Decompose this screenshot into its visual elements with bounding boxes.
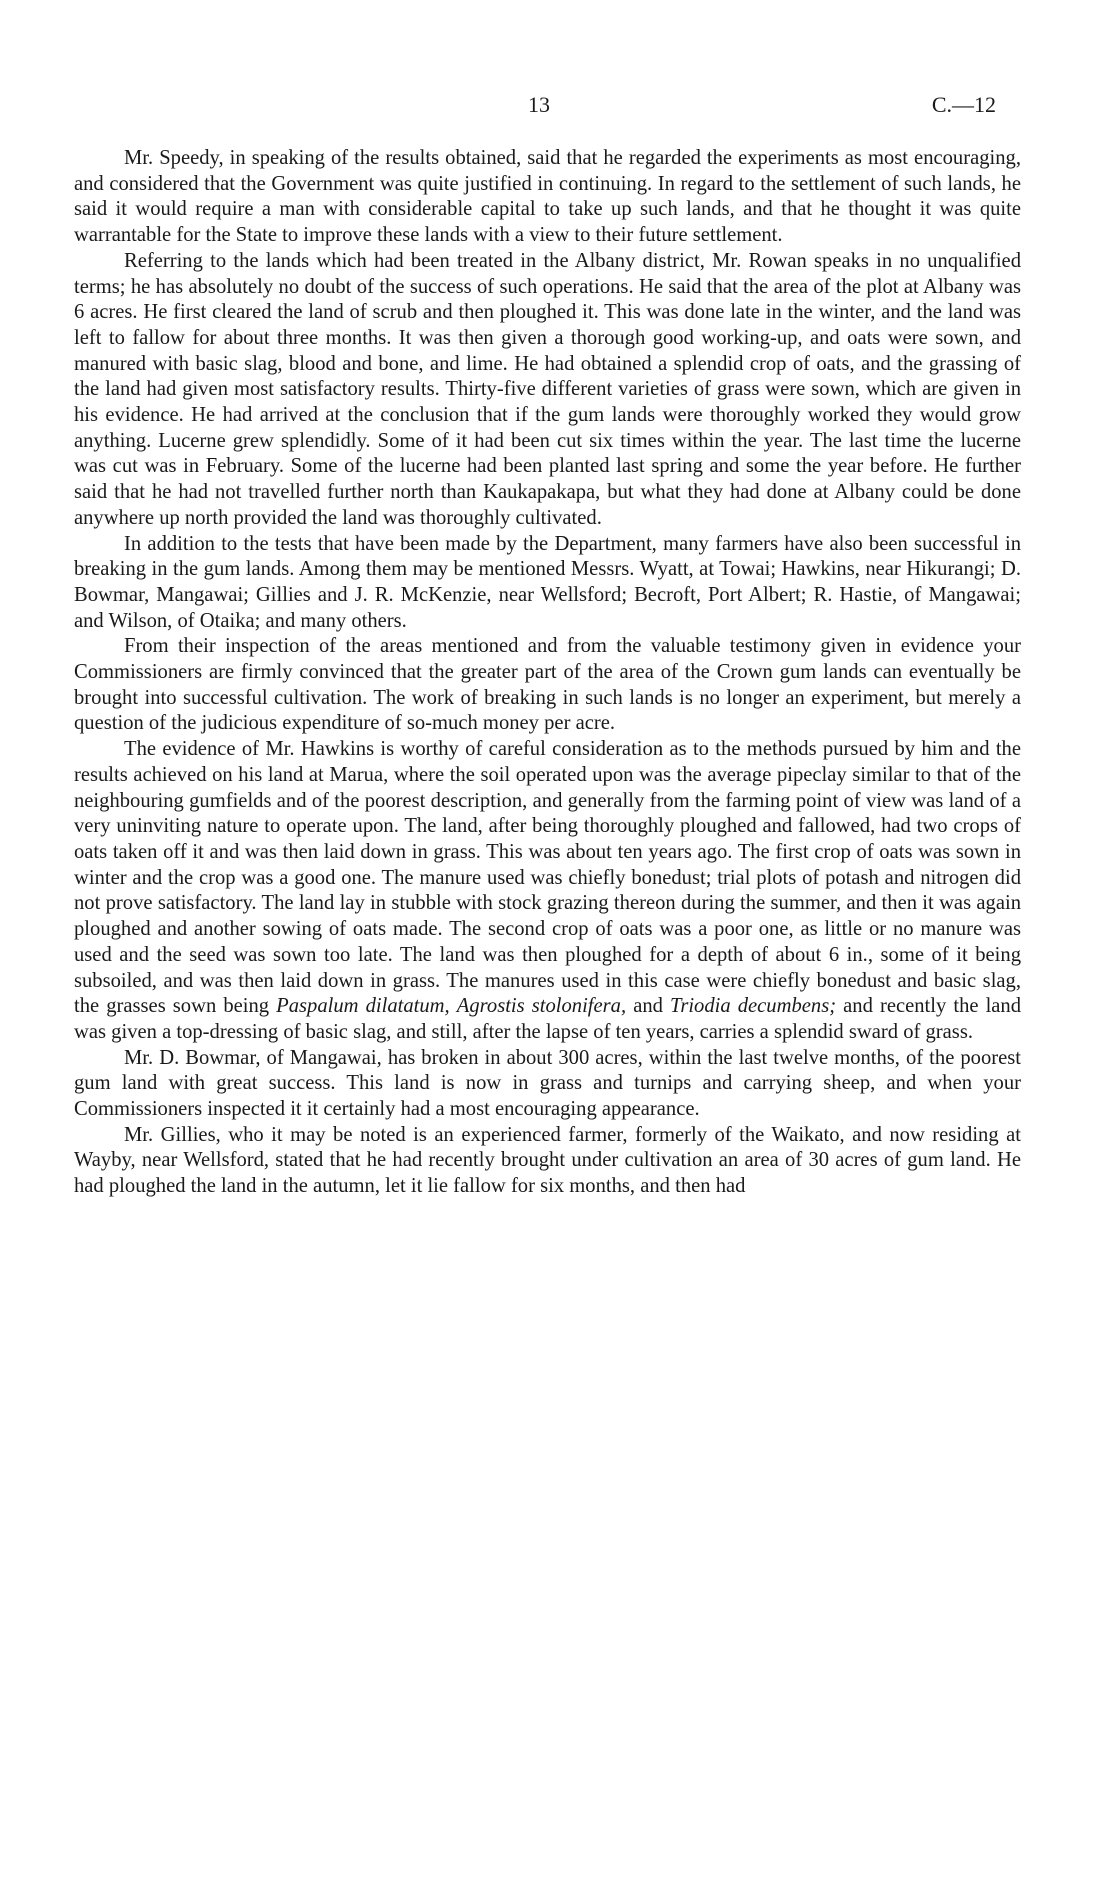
species-name: Paspalum dilatatum, bbox=[276, 995, 450, 1018]
species-name: Triodia decumbens; bbox=[670, 995, 837, 1018]
separator-text bbox=[450, 995, 457, 1017]
body-text bbox=[74, 146, 1021, 1200]
paragraph-text: Mr. Speedy, in speaking of the results obtained, said that he regarded the experiments as most encouraging, and considered that the Government was quite justified in continuing. In regard to the settlement of such lands, he said it would require a man with considerable capital to take up such lands, and that he thought it was quite warrantable for the State to improve these lands with a view to their future settlement. bbox=[74, 147, 1021, 247]
paragraph-bowmar bbox=[74, 1046, 1021, 1123]
paragraph-speedy bbox=[74, 146, 1021, 249]
paragraph-hawkins-evidence bbox=[74, 737, 1021, 1045]
paragraph-text: Mr. Gillies, who it may be noted is an experienced farmer, formerly of the Waikato, and now residing at Wayby, near Wellsford, stated that he had recently brought under cultivation an area of 30 acres of gum land. He had ploughed the land in the autumn, let it lie fallow for six months, and then had bbox=[74, 1123, 1021, 1198]
paragraph-text: In addition to the tests that have been made by the Department, many farmers have also been successful in breaking in the gum lands. Among them may be mentioned Messrs. Wyatt, at Towai; Hawkins, near Hikurangi; D. Bowmar, Mangawai; Gillies and J. R. McKenzie, near Wellsford; Becroft, Port Albert; R. Hastie, of Mangawai; and Wilson, of Otaika; and many others. bbox=[74, 532, 1021, 632]
paragraph-rowan-albany bbox=[74, 249, 1021, 532]
paragraph-text: From their inspection of the areas mentioned and from the valuable testimony given in evidence your Commissioners are firmly convinced that the greater part of the area of the Crown gum lands can eventually be brought into successful cultivation. The work of breaking in such lands is no longer an experiment, but merely a question of the judicious expenditure of so-much money per acre. bbox=[74, 635, 1021, 735]
page-number: 13 bbox=[528, 92, 550, 117]
separator-text: and bbox=[626, 995, 670, 1018]
paragraph-gillies bbox=[74, 1123, 1021, 1200]
paragraph-commissioners-conclusion bbox=[74, 634, 1021, 737]
paragraph-text: The evidence of Mr. Hawkins is worthy of careful consideration as to the methods pursued by him and the results achieved on his land at Marua, where the soil operated upon was the average pipeclay similar to that of the neighbouring gumfields and of the poorest description, and generally from the farming point of view was land of a very uninviting nature to operate upon. The land, after being thoroughly ploughed and fallowed, had two crops of oats taken off it and was then laid down in grass. This was about ten years ago. The first crop of oats was sown in winter and the crop was a good one. The manure used was chiefly bonedust; trial plots of potash and nitrogen did not prove satisfactory. The land lay in stubble with stock grazing thereon during the summer, and then it was again ploughed and another sowing of oats made. The second crop of oats was a poor one, as little or no manure was used and the seed was sown too late. The land was then ploughed for a depth of about 6 in., some of it being subsoiled, and was then laid down in grass. The manures used in this case were chiefly bonedust and basic slag, the grasses sown being bbox=[74, 738, 1021, 1018]
paragraph-farmers-list bbox=[74, 532, 1021, 635]
document-reference: C.—12 bbox=[931, 92, 996, 117]
species-name: Agrostis stolonifera, bbox=[456, 995, 627, 1018]
page-header bbox=[0, 92, 1114, 122]
paragraph-text: Referring to the lands which had been treated in the Albany district, Mr. Rowan speaks in no unqualified terms; he has absolutely no doubt of the success of such operations. He said that the area of the plot at Albany was 6 acres. He first cleared the land of scrub and then ploughed it. This was done late in the winter, and the land was left to fallow for about three months. It was then given a thorough good working-up, and oats were sown, and manured with basic slag, blood and bone, and lime. He had obtained a splendid crop of oats, and the grassing of the land had given most satisfactory results. Thirty-five different varieties of grass were sown, which are given in his evidence. He had arrived at the conclusion that if the gum lands were thoroughly worked they would grow anything. Lucerne grew splendidly. Some of it had been cut six times within the year. The last time the lucerne was cut was in February. Some of the lucerne had been planted last spring and some the year before. He further said that he had not travelled further north than Kaukapakapa, but what they had done at Albany could be done anywhere up north provided the land was thoroughly cultivated. bbox=[74, 249, 1021, 529]
paragraph-text: Mr. D. Bowmar, of Mangawai, has broken in about 300 acres, within the last twelve months, of the poorest gum land with great success. This land is now in grass and turnips and carrying sheep, and when your Commissioners inspected it it certainly had a most encouraging appearance. bbox=[74, 1046, 1021, 1121]
paragraph-text: and recently the land was given a top-dressing of basic slag, and still, after the lapse of ten years, carries a splendid sward of grass. bbox=[74, 995, 1022, 1043]
